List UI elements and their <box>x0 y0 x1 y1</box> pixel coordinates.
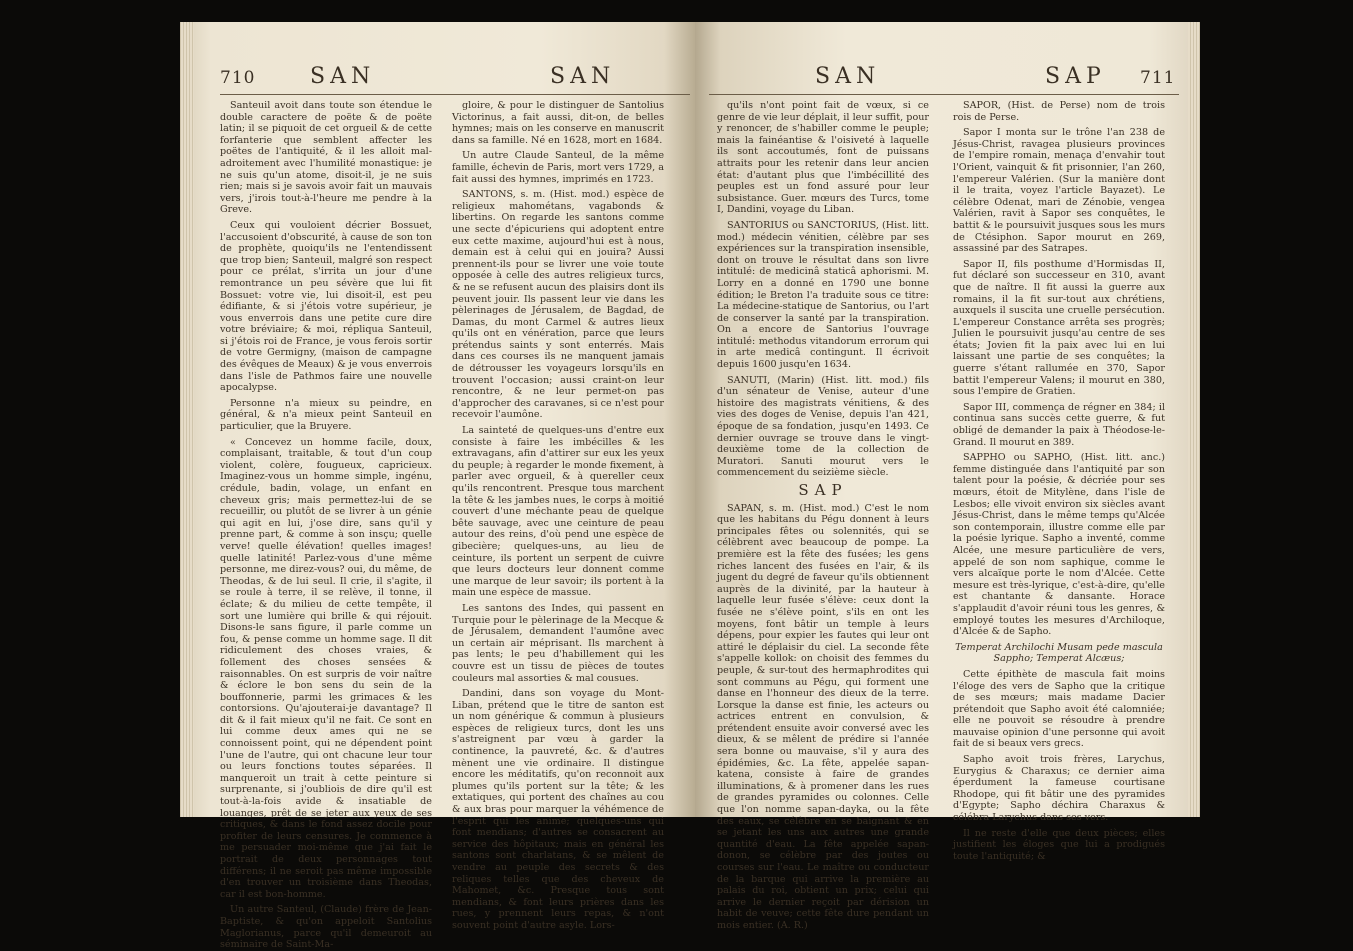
paragraph: SANUTI, (Marin) (Hist. litt. mod.) fils d'un sénateur de Venise, auteur d'une histoire des magistrats vénitiens, & des vies des doges de Venise, depuis l'an 421, époque de sa fondation, jusqu'en 1493. Ce dernier ouvrage se trouve dans le vingt-deuxième tome de la collection de Muratori. Sanuti mourut vers le commencement du seizième siècle. <box>717 374 929 479</box>
paragraph: Dandini, dans son voyage du Mont-Liban, prétend que le titre de santon est un nom générique & commun à plusieurs espèces de religieux turcs, dont les uns s'astreignent par vœu à garder la continence, la pauvreté, &c. & d'autres mènent une vie ordinaire. Il distingue encore les méditatifs, qu'on reconnoit aux plumes qu'ils portent sur la tête; & les extatiques, qui portent des chaînes au cou & aux bras pour marquer la véhémence de l'esprit qui les anime; quelques-uns qui font mendians; d'autres se consacrent au service des hôpitaux; mais en général les santons sont charlatans, & se mêlent de vendre au peuple des secrets & des reliques telles que des cheveux de Mahomet, &c. Presque tous sont mendians, & font leurs prières dans les rues, y prennent leurs repas, & n'ont souvent point d'autre asyle. Lors- <box>452 688 664 931</box>
paragraph: SANTONS, s. m. (Hist. mod.) espèce de religieux mahométans, vagabonds & libertins. On regarde les santons comme une secte d'épicuriens qui adoptent entre eux cette maxime, aujourd'hui est à nous, demain est à celui qui en jouira? Aussi prennent-ils pour se livrer une voie toute opposée à celle des autres religieux turcs, & ne se refusent aucun des plaisirs dont ils peuvent jouir. Ils passent leur vie dans les pèlerinages de Jérusalem, de Bagdad, de Damas, du mont Carmel & autres lieux qu'ils ont en vénération, parce que leurs prétendus saints y sont enterrés. Mais dans ces courses ils ne manquent jamais de détrousser les voyageurs lorsqu'ils en trouvent l'occasion; aussi craint-on leur rencontre, & ne leur permet-on pas d'approcher des caravanes, si ce n'est pour recevoir l'aumône. <box>452 189 664 421</box>
text-column-2 <box>452 100 664 931</box>
paragraph: gloire, & pour le distinguer de Santolius Victorinus, a fait aussi, dit-on, de belles hymnes; mais on les conserve en manuscrit dans sa famille. Né en 1628, mort en 1684. <box>452 100 664 146</box>
text-column-1 <box>717 100 929 931</box>
paragraph: SAPAN, s. m. (Hist. mod.) C'est le nom que les habitans du Pégu donnent à leurs principales fêtes ou solennités, qui se célèbrent avec beaucoup de pompe. La première est la fête des fusées; les gens riches lancent des fusées en l'air, & ils jugent du degré de faveur qu'ils obtiennent auprès de la divinité, par la hauteur à laquelle leur fusée s'élève: ceux dont la fusée ne s'élève point, s'ils en ont les moyens, font bâtir un temple à leurs dépens, pour expier les fautes qui leur ont attiré le déplaisir du ciel. La seconde fête s'appelle kollok: on choisit des femmes du peuple, & sur-tout des hermaphrodites qui sont communs au Pégu, qui forment une danse en l'honneur des dieux de la terre. Lorsque la danse est finie, les acteurs ou actrices entrent en convulsion, & prétendent ensuite avoir conversé avec les dieux, & se mêlent de prédire si l'année sera bonne ou mauvaise, s'il y aura des épidémies, &c. La fête, appelée sapan-katena, consiste à faire de grandes illuminations, & à promener dans les rues de grandes pyramides ou colonnes. Celle que l'on nomme sapan-dayka, ou la fête des eaux, se célèbre en se baignant & en se jetant les uns aux autres une grande quantité d'eau. La fête appelée sapan-donon, se célèbre par des joutes ou courses sur l'eau. Le maître ou conducteur de la barque qui arrive la première au palais du roi, obtient un prix; celui qui arrive le dernier reçoit par dérision un habit de veuve; cette fête dure pendant un mois entier. (A. R.) <box>717 502 929 931</box>
headword-left: SAN <box>815 64 881 89</box>
paragraph: Sapor II, fils posthume d'Hormisdas II, fut déclaré son successeur en 310, avant que de naître. Il fit aussi la guerre aux romains, il la fit sur-tout aux chrétiens, auxquels il suscita une cruelle persécution. L'empereur Constance arrêta ses progrès; Julien le poursuivit jusqu'au centre de ses états; Jovien fit la paix avec lui en lui laissant une partie de ses conquêtes; la guerre s'étant rallumée en 370, Sapor battit l'empereur Valens; il mourut en 380, sous l'empire de Gratien. <box>953 258 1165 398</box>
paragraph: Un autre Santeul, (Claude) frère de Jean-Baptiste, & qu'on appeloit Santolius Maglorianus, parce qu'il demeuroit au séminaire de Saint-Ma- <box>220 904 432 951</box>
headword-right: SAN <box>550 64 616 89</box>
paragraph: SAPPHO ou SAPHO, (Hist. litt. anc.) femme distinguée dans l'antiquité par son talent pour la poésie, & décriée pour ses mœurs, étoit de Mitylène, dans l'isle de Lesbos; elle vivoit environ six siècles avant Jésus-Christ, dans le même temps qu'Alcée son contemporain, illustre comme elle par la poésie lyrique. Sapho a inventé, comme Alcée, une mesure particulière de vers, appelé de son nom saphique, comme le vers alcaïque porte le nom d'Alcée. Cette mesure est très-lyrique, c'est-à-dire, qu'elle est chantante & dansante. Horace s'applaudit d'avoir réuni tous les genres, & employé toutes les mesures d'Archiloque, d'Alcée & de Sapho. <box>953 452 1165 638</box>
paragraph: Il ne reste d'elle que deux pièces; elles justifient les éloges que lui a prodigués toute l'antiquité; & <box>953 827 1165 862</box>
head-rule <box>709 94 1179 95</box>
text-column-1 <box>220 100 432 951</box>
headword-left: SAN <box>310 64 376 89</box>
paragraph: Santeuil avoit dans toute son étendue le double caractere de poëte & de poëte latin; il se piquoit de cet orgueil & de cette forfanterie que semblent affecter les poëtes de l'antiquité, & il les alloit mal-adroitement avec l'humilité monastique: je ne suis qu'un atome, disoit-il, je ne suis rien; mais si je savois avoir fait un mauvais vers, j'irois tout-à-l'heure me pendre à la Greve. <box>220 100 432 216</box>
open-book <box>180 22 1200 951</box>
paragraph: SANTORIUS ou SANCTORIUS, (Hist. litt. mod.) médecin vénitien, célèbre par ses expériences sur la transpiration insensible, dont on trouve le résultat dans son livre intitulé: de medicinâ staticâ aphorismi. M. Lorry en a donné en 1790 une bonne édition; le Breton l'a traduite sous ce titre: La médecine-statique de Santorius, ou l'art de conserver la santé par la transpiration. On a encore de Santorius l'ouvrage intitulé: methodus vitandorum errorum qui in arte medicâ contingunt. Il écrivoit depuis 1600 jusqu'en 1634. <box>717 219 929 371</box>
paragraph: Les santons des Indes, qui passent en Turquie pour le pèlerinage de la Mecque & de Jérusalem, demandent l'aumône avec un certain air méprisant. Ils marchent à pas lents; le peu d'habillement qui les couvre est un tissu de pièces de toutes couleurs mal assorties & mal cousues. <box>452 602 664 684</box>
head-rule <box>220 94 690 95</box>
paragraph: Sapho avoit trois frères, Larychus, Eurygius & Charaxus; ce dernier aima éperdument la fameuse courtisane Rhodope, qui fit bâtir une des pyramides d'Egypte; Sapho déchira Charaxus & célébra Larychus dans ses vers. <box>953 754 1165 824</box>
text-column-2 <box>953 100 1165 862</box>
paragraph: Cette épithète de mascula fait moins l'éloge des vers de Sapho que la critique de ses mœurs; mais madame Dacier prétendoit que Sapho avoit été calomniée; elle ne pouvoit se résoudre à prendre mauvaise opinion d'une personne qui avoit fait de si beaux vers grecs. <box>953 668 1165 750</box>
section-heading: SAP <box>798 481 848 499</box>
paragraph: Sapor III, commença de régner en 384; il continua sans succès cette guerre, & fut obligé de demander la paix à Théodose-le-Grand. Il mourut en 389. <box>953 401 1165 448</box>
verse-quotation: Temperat Archilochi Musam pede mascula Sappho; Temperat Alcæus; <box>955 641 1163 665</box>
paragraph: qu'ils n'ont point fait de vœux, si ce genre de vie leur déplait, il leur suffit, pour y renoncer, de s'habiller comme le peuple; mais la fainéantise & l'oisiveté à laquelle ils sont accoutumés, font de puissans attraits pour les retenir dans leur ancien état: d'autant plus que l'imbécillité des peuples est un fond assuré pour leur subsistance. Guer. mœurs des Turcs, tome I, Dandini, voyage du Liban. <box>717 100 929 216</box>
headword-right: SAP <box>1045 64 1106 89</box>
paragraph: Sapor I monta sur le trône l'an 238 de Jésus-Christ, ravagea plusieurs provinces de l'empire romain, menaça d'envahir tout l'Orient, vainquit & fit prisonnier, l'an 260, l'empereur Valérien. (Sur la manière dont il le traita, voyez l'article Bayazet). Le célèbre Odenat, mari de Zénobie, vengea Valérien, ravit à Sapor ses conquêtes, le battit & le poursuivit jusques sous les murs de Ctésiphon. Sapor mourut en 269, assassiné par des Satrapes. <box>953 127 1165 255</box>
quotation: « Concevez un homme facile, doux, complaisant, traitable, & tout d'un coup violent, colère, fougueux, capricieux. Imaginez-vous un homme simple, ingénu, crédule, badin, volage, un enfant en cheveux gris; mais permettez-lui de se recueillir, ou plutôt de se livrer à un génie qui agit en lui, j'ose dire, sans qu'il y prenne part, & comme à son insçu; quelle verve! quelle élévation! quelles images! quelle latinité! Parlez-vous d'une même personne, me direz-vous? oui, du même, de Theodas, & de lui seul. Il crie, il s'agite, il se roule à terre, il se relève, il tonne, il éclate; & du milieu de cette tempête, il sort une lumière qui brille & qui réjouit. Disons-le sans figure, il parle comme un fou, & pense comme un homme sage. Il dit ridiculement des choses vraies, & follement des choses sensées & raisonnables. On est surpris de voir naître & éclore le bon sens du sein de la bouffonnerie, parmi les grimaces & les contorsions. Qu'ajouterai-je davantage? Il dit & il fait mieux qu'il ne fait. Ce sont en lui comme deux ames qui ne se connoissent point, qui ne dépendent point l'une de l'autre, qui ont chacune leur tour ou leurs fonctions toutes séparées. Il manqueroit un trait à cette peinture si surprenante, si j'oubliois de dire qu'il est tout-à-la-fois avide & insatiable de louanges, prêt de se jeter aux yeux de ses critiques, & dans le fond assez docile pour profiter de leurs censures. Je commence à me persuader moi-même que j'ai fait le portrait de deux personnages tout différens; il ne seroit pas même impossible d'en trouver un troisième dans Theodas, car il est bon-homme. <box>220 436 432 900</box>
left-page <box>180 22 695 951</box>
page-number: 710 <box>220 68 256 88</box>
paragraph: SAPOR, (Hist. de Perse) nom de trois rois de Perse. <box>953 100 1165 123</box>
paragraph: Personne n'a mieux su peindre, en général, & n'a mieux peint Santeuil en particulier, que la Bruyere. <box>220 397 432 433</box>
paragraph: La sainteté de quelques-uns d'entre eux consiste à faire les imbécilles & les extravagans, afin d'attirer sur eux les yeux du peuple; à regarder le monde fixement, à parler avec orgueil, & à quereller ceux qu'ils rencontrent. Presque tous marchent la tête & les jambes nues, le corps à moitié couvert d'une méchante peau de quelque bête sauvage, avec une ceinture de peau autour des reins, d'où pend une espèce de gibecière; quelques-uns, au lieu de ceinture, ils portent un serpent de cuivre que leurs docteurs leur donnent comme une marque de leur savoir; ils portent à la main une espèce de massue. <box>452 425 664 599</box>
paragraph: Un autre Claude Santeul, de la même famille, échevin de Paris, mort vers 1729, a fait aussi des hymnes, imprimés en 1723. <box>452 150 664 185</box>
paragraph: Ceux qui vouloient décrier Bossuet, l'accusoient d'obscurité, à cause de son ton de prophète, quoiqu'ils ne l'entendissent que trop bien; Santeuil, malgré son respect pour ce prélat, s'irrita un jour d'une remontrance un peu sévère que lui fit Bossuet: votre vie, lui disoit-il, est peu édifiante, & si j'étois votre supérieur, je vous enverrois dans une petite cure dire votre bréviaire; & moi, répliqua Santeuil, si j'étois roi de France, je vous ferois sortir de votre Germigny, (maison de campagne des évêques de Meaux) & je vous enverrois dans l'isle de Pathmos faire une nouvelle apocalypse. <box>220 219 432 394</box>
page-number: 711 <box>1140 68 1176 88</box>
right-page <box>695 22 1200 931</box>
left-running-head <box>180 64 695 94</box>
right-running-head <box>695 64 1200 94</box>
